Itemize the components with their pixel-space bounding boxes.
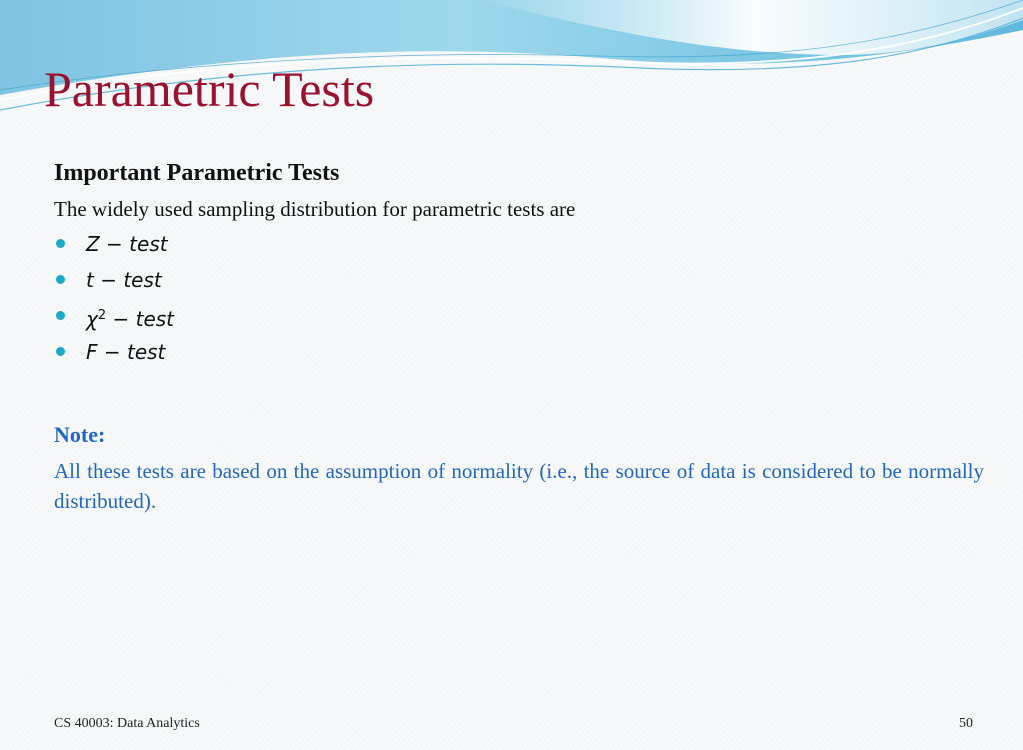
bullet-dot-icon [56, 239, 65, 248]
intro-text: The widely used sampling distribution for parametric tests are [54, 197, 576, 221]
footer-page-number: 50 [959, 716, 973, 731]
test-symbol: χ [86, 307, 98, 331]
slide-title: Parametric Tests [44, 61, 375, 117]
list-item-z-test [54, 226, 984, 262]
test-symbol: t [86, 268, 94, 292]
bullet-dot-icon [56, 275, 65, 284]
test-exponent: 2 [97, 308, 107, 323]
test-symbol: Z [86, 232, 100, 256]
test-symbol: F [86, 340, 98, 364]
list-item-f-test [54, 334, 984, 370]
test-suffix: − test [97, 340, 166, 364]
bullet-dot-icon [56, 311, 65, 320]
section-heading: Important Parametric Tests [54, 160, 340, 186]
list-item-t-test [54, 262, 984, 298]
footer-course: CS 40003: Data Analytics [54, 716, 200, 731]
list-item-chi-square-test [54, 298, 984, 334]
test-suffix: − test [106, 307, 175, 331]
note-label: Note: [54, 422, 106, 447]
test-suffix: − test [99, 232, 168, 256]
slide-content [54, 156, 984, 516]
note-text: All these tests are based on the assumption of normality (i.e., the source of data is considered to be normally distributed). [54, 459, 984, 513]
bullet-dot-icon [56, 347, 65, 356]
test-suffix: − test [93, 268, 162, 292]
test-list [54, 226, 984, 370]
